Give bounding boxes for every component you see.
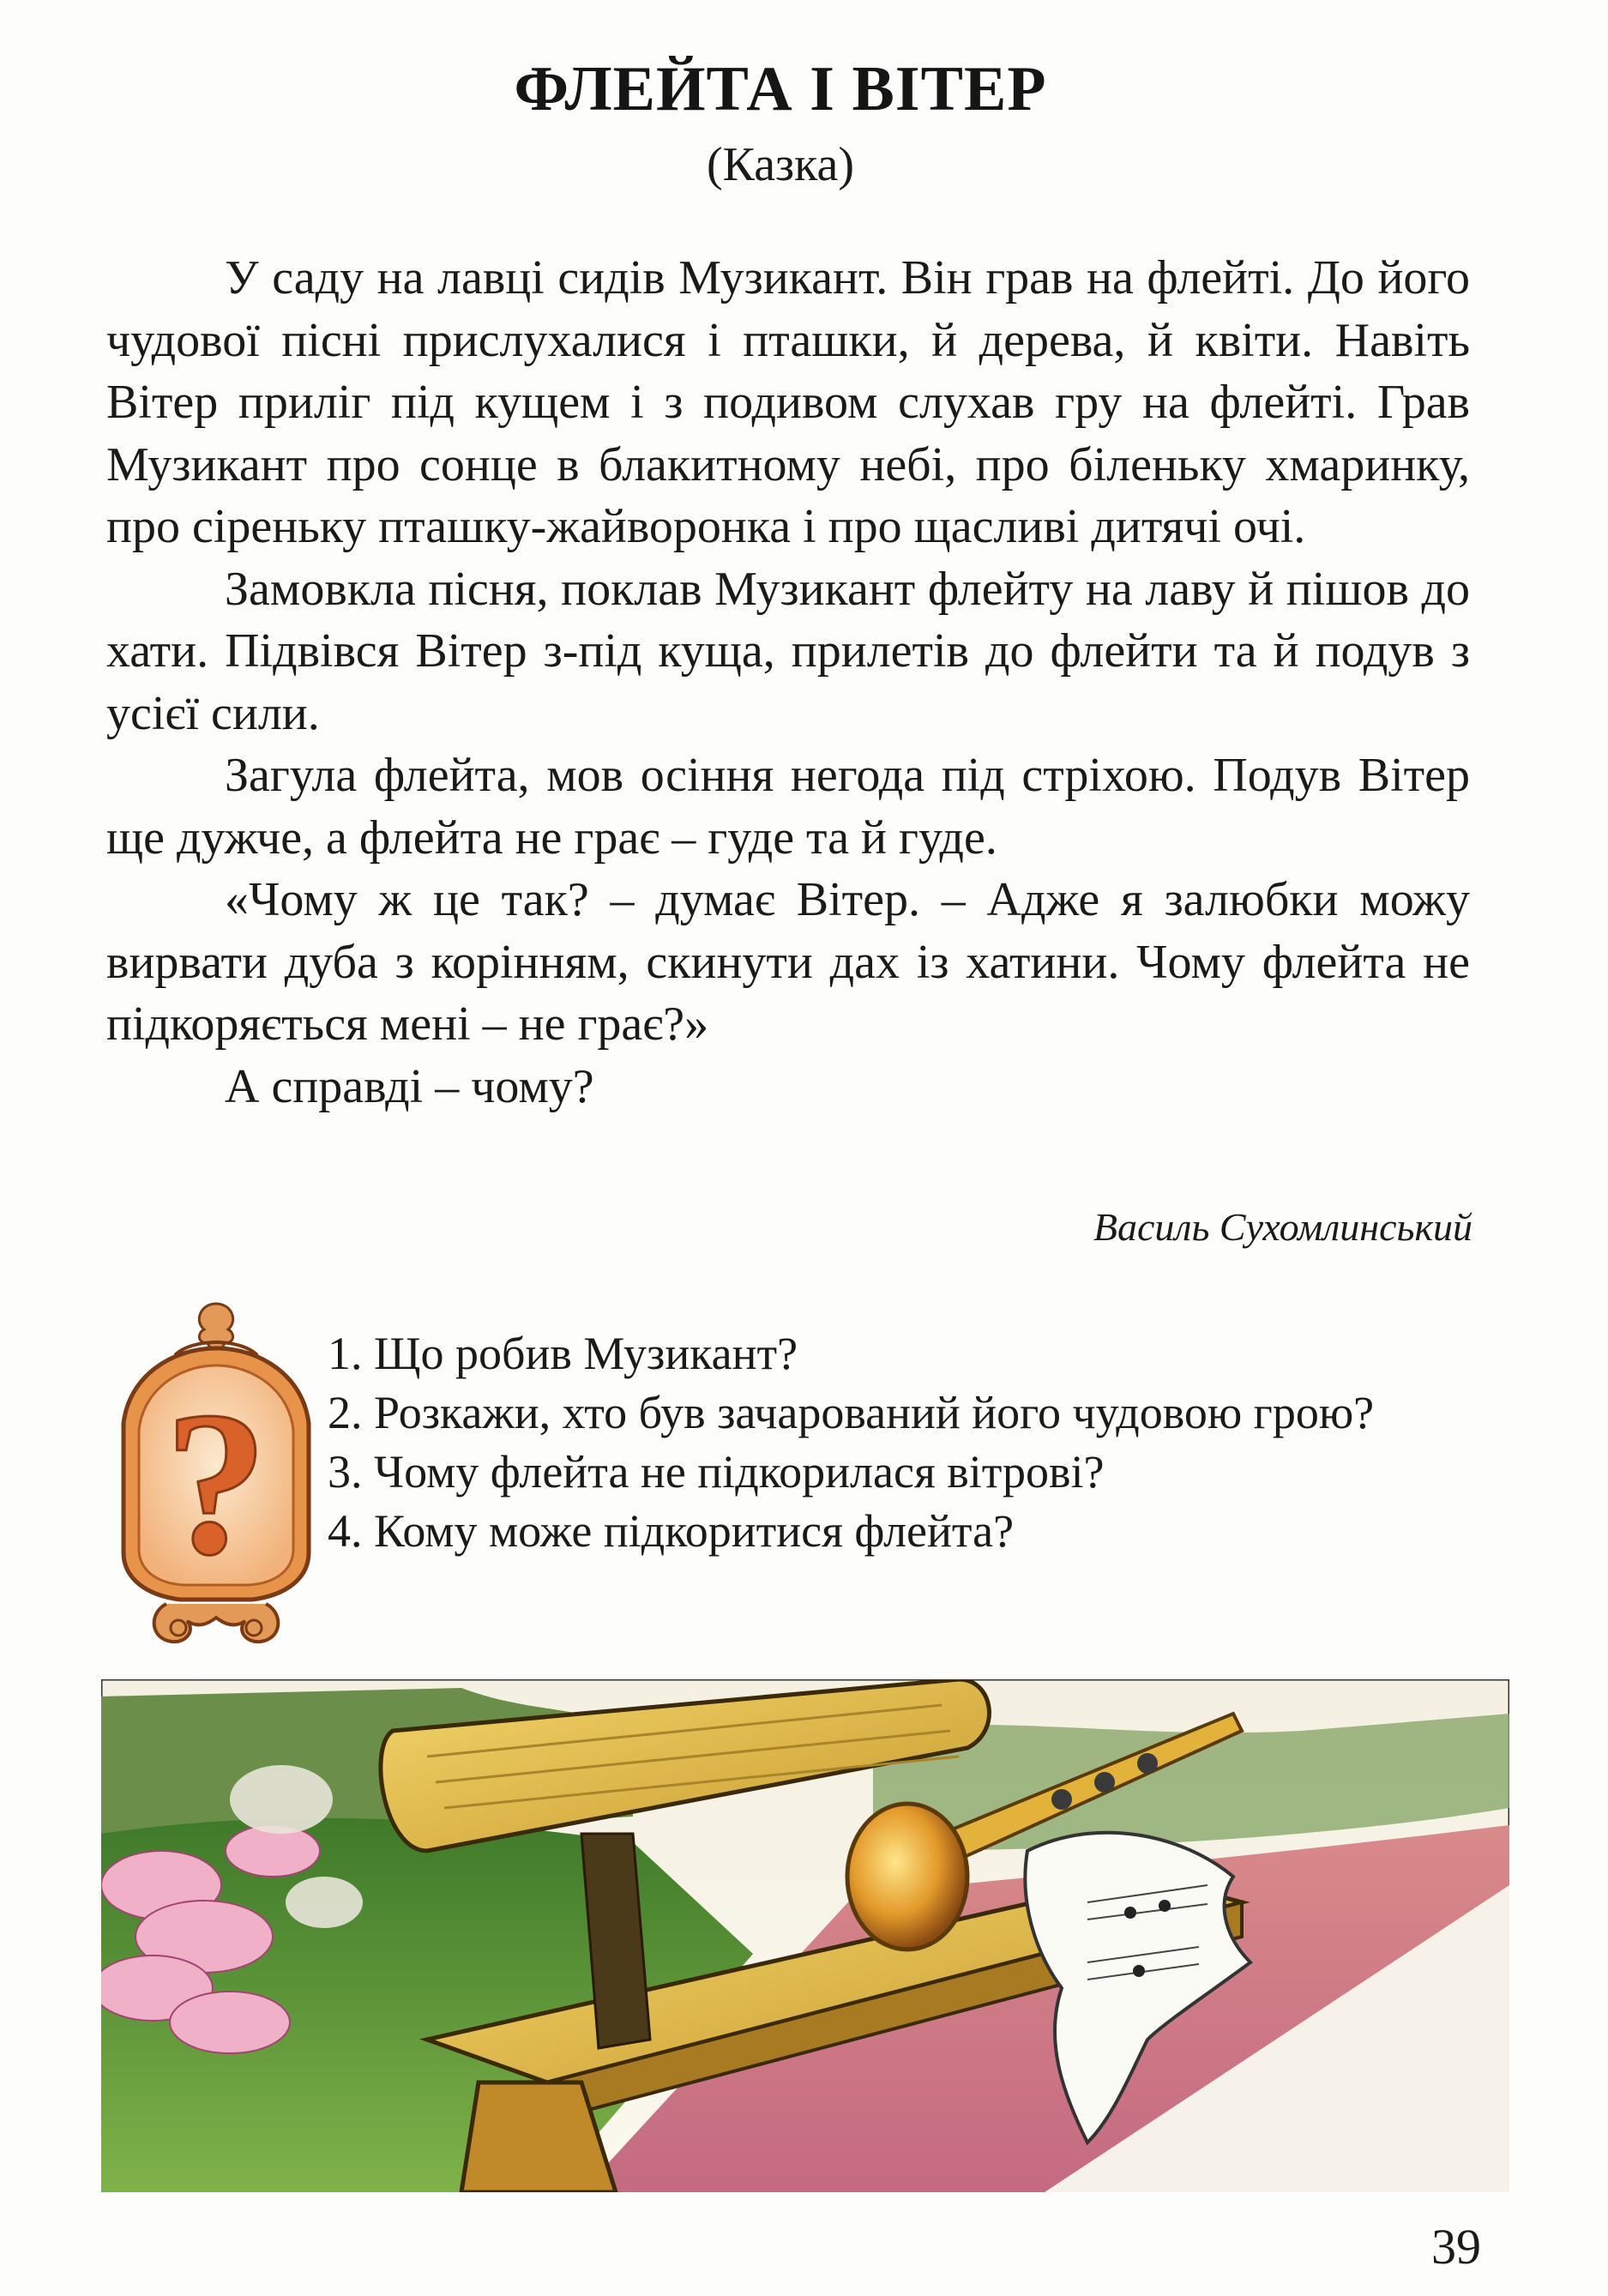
story-paragraph: Загула флейта, мов осіння негода під стріхою. Подув Вітер ще дужче, а флейта не грає – гуде та й гуде. xyxy=(106,749,1470,865)
story-paragraph: Замовкла пісня, поклав Музикант флейту на лаву й пішов до хати. Підвівся Вітер з-під куща, прилетів до флейти та й подув з усієї сили. xyxy=(106,562,1470,740)
question-mark-icon xyxy=(115,1295,317,1664)
question-item: 1. Що робив Музикант? xyxy=(328,1328,798,1379)
story-paragraph: У саду на лавці сидів Музикант. Він грав на флейті. До його чудової пісні прислухалися і пташки, й дерева, й квіти. Навіть Вітер приліг під кущем і з подивом слухав гру на флейті. Грав Музикант про сонце в блакитному небі, про біленьку хмаринку, про сіреньку пташку-жайворонка і про щасливі дитячі очі. xyxy=(106,251,1470,553)
question-item: 4. Кому може підкоритися флейта? xyxy=(328,1505,1015,1557)
story-subtitle: (Казка) xyxy=(706,138,855,191)
question-item: 3. Чому флейта не підкорилася вітрові? xyxy=(328,1446,1105,1498)
page-number: 39 xyxy=(1431,2219,1481,2275)
story-paragraph: «Чому ж це так? – думає Вітер. – Адже я залюбки можу вирвати дуба з корінням, скинути дах із хатини. Чому флейта не підкоряється мені – не грає?» xyxy=(106,873,1470,1051)
svg-text:?: ? xyxy=(165,1369,268,1597)
questions-list xyxy=(328,1324,1494,1561)
story-text xyxy=(106,247,1470,1118)
bench-flute-illustration xyxy=(101,1679,1509,2192)
story-title: ФЛЕЙТА І ВІТЕР xyxy=(514,54,1047,124)
story-paragraph: А справді – чому? xyxy=(225,1059,594,1113)
question-item: 2. Розкажи, хто був зачарований його чудовою грою? xyxy=(328,1387,1375,1438)
story-author: Василь Сухомлинський xyxy=(1093,1205,1472,1249)
